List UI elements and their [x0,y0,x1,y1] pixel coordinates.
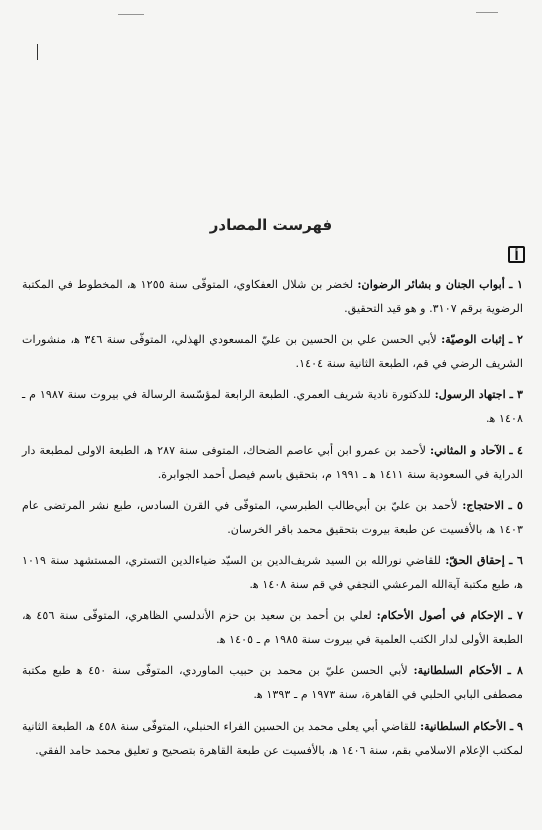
entry-number: ٨ ـ [507,663,523,678]
entry-number: ١ ـ [509,277,523,291]
bibliography-entry [22,272,523,321]
entry-details: لأحمد بن عمرو ابن أبي عاصم الضحاك، المتوفى سنة ٢٨٧ ﻫ، الطبعة الاولى لمطبعة دار الدراية في السعودية سنة ١٤١١ ﻫ ـ ١٩٩١ م، بتحقيق باسم فيصل أحمد الجوابرة. [22,443,523,481]
entry-title: أبواب الجنان و بشائر الرضوان: [357,277,505,291]
entry-title: الاحتجاج: [462,497,504,512]
bibliography-entry [22,658,523,707]
entry-number: ٢ ـ [509,332,524,347]
entry-number: ٦ ـ [509,552,523,567]
entry-number: ٧ ـ [508,608,523,623]
bibliography-entry [22,382,523,431]
entry-title: الأحكام السلطانية: [413,663,502,678]
entry-title: اجتهاد الرسول: [434,387,506,402]
entry-title: إثبات الوصيّة: [441,332,505,347]
entry-details: للدكتورة نادية شريف العمري. الطبعة الرابعة لمؤسّسة الرسالة في بيروت سنة ١٩٨٧ م ـ ١٤٠٨ ﻫ. [22,388,523,426]
entry-number: ٥ ـ [508,497,523,512]
bibliography-list [22,272,523,769]
entry-details: للقاضي أبي يعلى محمد بن الحسين الفراء الحنبلي، المتوفّى سنة ٤٥٨ ﻫ، الطبعة الثانية لمكتب الإعلام الاسلامي بقم، سنة ١٤٠٦ ﻫ، بالأفسيت عن طبعة القاهرة بتصحيح و تعليق محمد حامد الفقي. [22,719,523,757]
bibliography-entry [22,548,523,597]
bibliography-entry [22,714,523,763]
entry-details: للقاضي نورالله بن السيد شريف‌الدين بن السيّد ضياء‌الدين التستري، المستشهد سنة ١٠١٩ ﻫ، طبع مكتبة آية‌الله المرعشي النجفي في قم سنة ١٤٠٨ ﻫ. [22,553,523,591]
page-title: فهرست المصادر [209,216,333,234]
entry-number: ٩ ـ [509,718,524,733]
scan-mark-left [37,44,38,60]
scan-mark-right [476,12,498,13]
entry-title: الآحاد و المثاني: [430,442,506,457]
entry-number: ٣ ـ [509,387,523,402]
entry-number: ٤ ـ [509,442,523,457]
bibliography-entry [22,493,523,542]
bibliography-entry [22,327,523,376]
entry-title: إحقاق الحقّ: [445,552,505,567]
entry-details: لأبي الحسن علي بن الحسين بن عليّ المسعودي الهذلي، المتوفّى سنة ٣٤٦ ﻫ، منشورات الشريف الرضي في قم، الطبعة الثانية سنة ١٤٠٤. [22,333,523,371]
entry-details: لعلي بن أحمد بن سعيد بن حزم الأندلسي الظاهري، المتوفّى سنة ٤٥٦ ﻫ، الطبعة الأولى لدار الكتب العلمية في بيروت سنة ١٩٨٥ م ـ ١٤٠٥ ﻫ. [22,609,523,647]
entry-title: الأحكام السلطانية: [420,718,507,733]
section-letter-box: أ [508,246,525,263]
bibliography-entry [22,603,523,652]
entry-details: لخضر بن شلال العفكاوي، المتوفّى سنة ١٢٥٥ ﻫ، المخطوط في المكتبة الرضوية برقم ٣١٠٧. و هو قيد التحقيق. [22,278,523,315]
entry-details: لأحمد بن عليّ بن أبي‌طالب الطبرسي، المتوفّى في القرن السادس، طبع نشر المرتضى عام ١٤٠٣ ﻫ، بالأفسيت عن طبعة بيروت بتحقيق محمد باقر الخرسان. [22,498,523,536]
entry-details: لأبي الحسن عليّ بن محمد بن حبيب الماوردي، المتوفّى سنة ٤٥٠ ﻫ طبع مكتبة مصطفى البابي الحلبي في القاهرة، سنة ١٩٧٣ م ـ ١٣٩٣ ﻫ. [22,664,523,702]
scan-mark-top [118,14,144,15]
bibliography-entry [22,438,523,487]
entry-title: الإحكام في أصول الأحكام: [376,608,504,623]
